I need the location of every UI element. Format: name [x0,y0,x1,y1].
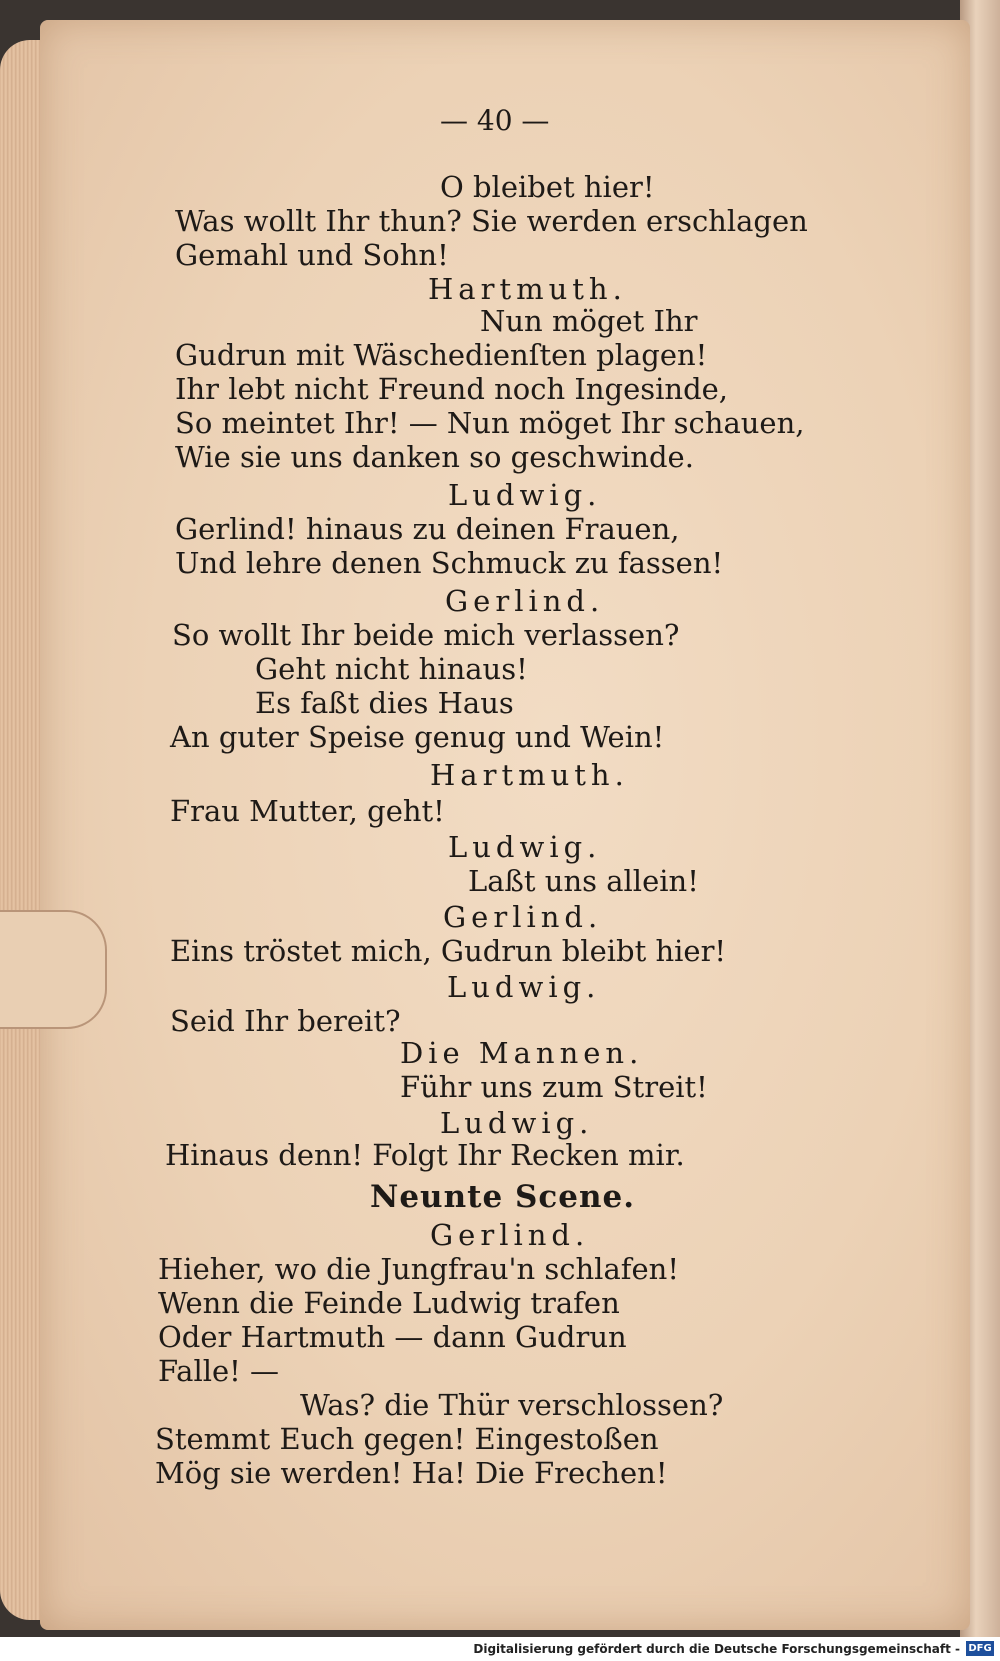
verse-line: Wie sie uns danken so geschwinde. [175,440,694,474]
verse-line: So meintet Ihr! — Nun möget Ihr schauen, [175,406,805,440]
page-number: — 40 — [440,104,550,137]
verse-line: Laßt uns allein! [468,864,699,898]
speaker-name: Hartmuth. [430,758,629,792]
verse-line: Oder Hartmuth — dann Gudrun [158,1320,627,1354]
verse-line: An guter Speise genug und Wein! [170,720,665,754]
verse-line: Hinaus denn! Folgt Ihr Recken mir. [165,1138,685,1172]
speaker-name: Gerlind. [443,900,603,934]
verse-line: Stemmt Euch gegen! Eingestoßen [155,1422,659,1456]
verse-line: Falle! — [158,1354,280,1388]
verse-line: Wenn die Feinde Ludwig trafen [158,1286,620,1320]
verse-line: So wollt Ihr beide mich verlassen? [172,618,680,652]
verse-line: Seid Ihr bereit? [170,1004,401,1038]
speaker-name: Ludwig. [448,830,602,864]
verse-line: Führ uns zum Streit! [400,1070,708,1104]
verse-line: Was wollt Ihr thun? Sie werden erschlagen [175,204,808,238]
speaker-name: Die Mannen. [400,1036,644,1070]
footer-bar [0,1637,1000,1661]
verse-line: Mög sie werden! Ha! Die Frechen! [155,1456,668,1490]
verse-line: Was? die Thür verschlossen? [300,1388,724,1422]
dfg-logo: DFG [966,1641,994,1656]
speaker-name: Ludwig. [440,1106,594,1140]
verse-line: Und lehre denen Schmuck zu fassen! [175,546,724,580]
verse-line: Es faßt dies Haus [255,686,514,720]
verse-line: O bleibet hier! [440,170,655,204]
verse-line: Ihr lebt nicht Freund noch Ingesinde, [175,372,729,406]
speaker-name: Hartmuth. [428,272,627,306]
verse-line: Nun möget Ihr [480,304,698,338]
speaker-name: Ludwig. [447,970,601,1004]
speaker-name: Ludwig. [448,478,602,512]
footer-credit: Digitalisierung gefördert durch die Deutsche Forschungsgemeinschaft - [473,1642,960,1656]
scene-heading: Neunte Scene. [370,1179,636,1215]
speaker-name: Gerlind. [445,584,605,618]
verse-line: Gudrun mit Wäschedienſten plagen! [175,338,708,372]
verse-line: Geht nicht hinaus! [255,652,528,686]
verse-line: Eins tröstet mich, Gudrun bleibt hier! [170,934,727,968]
verse-line: Gemahl und Sohn! [175,238,449,272]
speaker-name: Gerlind. [430,1218,590,1252]
verse-line: Frau Mutter, geht! [170,794,445,828]
verse-line: Hieher, wo die Jungfrau'n schlafen! [158,1252,679,1286]
verse-line: Gerlind! hinaus zu deinen Frauen, [175,512,680,546]
